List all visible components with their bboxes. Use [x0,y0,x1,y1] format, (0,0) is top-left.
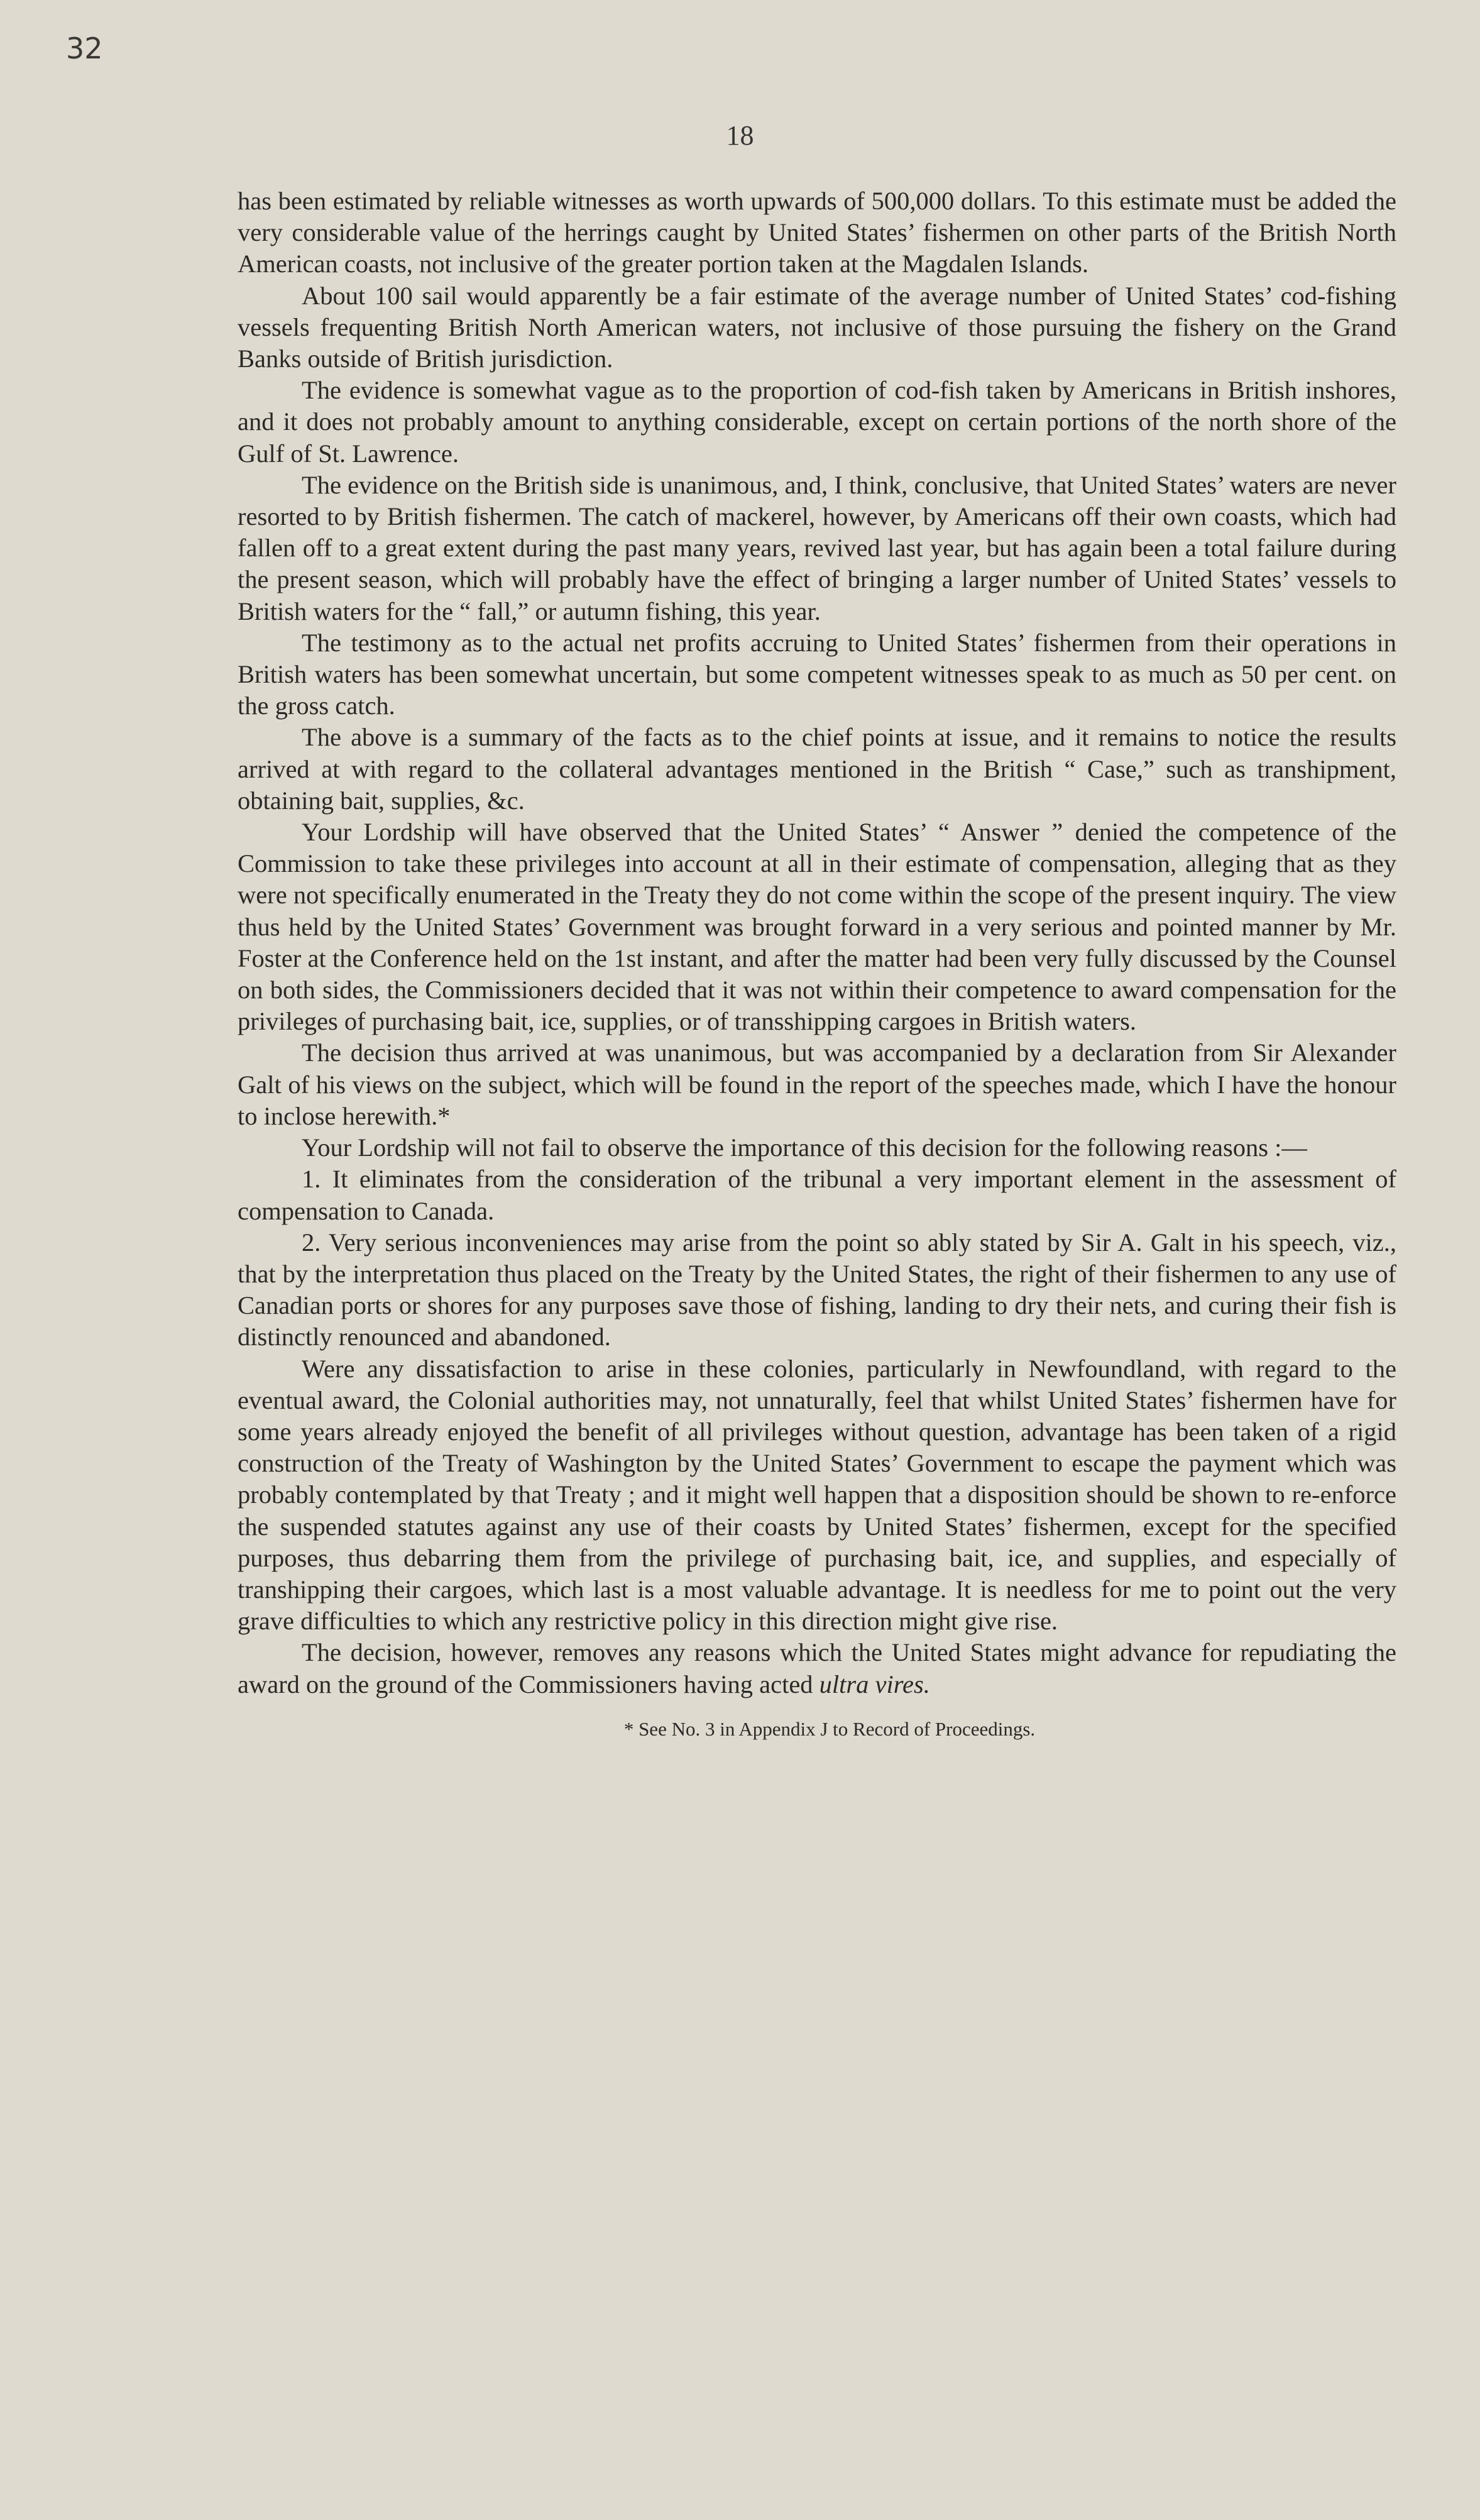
paragraph: Your Lordship will have observed that the United States’ “ Answer ” denied the competence of the Commission to take these privileges into account at all in their estimate of compensation, alleging that as they were not specifically enumerated in the Treaty they do not come within the scope of the present inquiry. The view thus held by the United States’ Government was brought forward in a very serious and pointed manner by Mr. Foster at the Conference held on the 1st instant, and after the matter had been very fully discussed by the Counsel on both sides, the Commissioners decided that it was not within their competence to award compensation for the privileges of purchasing bait, ice, supplies, or of transshipping cargoes in British waters. [238,818,1396,1036]
paragraph: The decision thus arrived at was unanimous, but was accompanied by a declaration from Sir Alexander Galt of his views on the subject, which will be found in the report of the speeches made, which I have the honour to inclose herewith.* [238,1038,1396,1130]
paragraph: About 100 sail would apparently be a fair estimate of the average number of United States’ cod-fishing vessels frequenting British North American waters, not inclusive of those pursuing the fishery on the Grand Banks outside of British jurisdiction. [238,281,1396,373]
final-paragraph [238,1637,1396,1700]
footnote: * See No. 3 in Appendix J to Record of Proceedings. [623,1717,1036,1740]
final-paragraph-text: The decision, however, removes any reasons which the United States might advance for repudiating the award on the ground of the Commissioners having acted [238,1638,1396,1698]
paragraph: The evidence is somewhat vague as to the proportion of cod-fish taken by Americans in British inshores, and it does not probably amount to anything considerable, except on certain portions of the north shore of the Gulf of St. Lawrence. [238,376,1396,468]
body-text [238,185,1396,1742]
paragraph: Were any dissatisfaction to arise in these colonies, particularly in Newfoundland, with regard to the eventual award, the Colonial authorities may, not unnaturally, feel that whilst United States’ fishermen have for some years already enjoyed the benefit of all privileges without question, advantage has been taken of a rigid construction of the Treaty of Washington by the United States’ Government to escape the payment which was probably contemplated by that Treaty ; and it might well happen that a disposition should be shown to re-enforce the suspended statutes against any use of their coasts by United States’ fishermen, except for the specified purposes, thus debarring them from the privilege of purchasing bait, ice, and supplies, and especially of transhipping their cargoes, which last is a most valuable advantage. It is needless for me to point out the very grave difficulties to which any restrictive policy in this direction might give rise. [238,1354,1396,1636]
numbered-paragraph: 2. Very serious inconveniences may arise from the point so ably stated by Sir A. Galt in his speech, viz., that by the interpretation thus placed on the Treaty by the United States, the right of their fishermen to any use of Canadian ports or shores for any purposes save those of fishing, landing to dry their nets, and curing their fish is distinctly renounced and abandoned. [238,1228,1396,1351]
numbered-paragraph: 1. It eliminates from the consideration of the tribunal a very important element in the assessment of compensation to Canada. [238,1165,1396,1225]
paragraph: The testimony as to the actual net profits accruing to United States’ fishermen from their operations in British waters has been somewhat uncertain, but some competent witnesses speak to as much as 50 per cent. on the gross catch. [238,628,1396,720]
page-number: 32 [66,31,103,65]
paragraph: The evidence on the British side is unanimous, and, I think, conclusive, that United States’ waters are never resorted to by British fishermen. The catch of mackerel, however, by Americans off their own coasts, which had fallen off to a great extent during the past many years, revived last year, but has again been a total failure during the present season, which will probably have the effect of bringing a larger number of United States’ vessels to British waters for the “ fall,” or autumn fishing, this year. [238,470,1396,625]
paragraph: has been estimated by reliable witnesses as worth upwards of 500,000 dollars. To this estimate must be added the very considerable value of the herrings caught by United States’ fishermen on other parts of the British North American coasts, not inclusive of the greater portion taken at the Magdalen Islands. [238,187,1396,278]
folio-number: 18 [726,120,754,151]
paragraph: Your Lordship will not fail to observe the importance of this decision for the following reasons :— [302,1133,1307,1162]
paragraph: The above is a summary of the facts as to the chief points at issue, and it remains to notice the results arrived at with regard to the collateral advantages mentioned in the British “ Case,” such as transhipment, obtaining bait, supplies, &c. [238,723,1396,815]
italic-phrase: ultra vires. [819,1670,930,1698]
